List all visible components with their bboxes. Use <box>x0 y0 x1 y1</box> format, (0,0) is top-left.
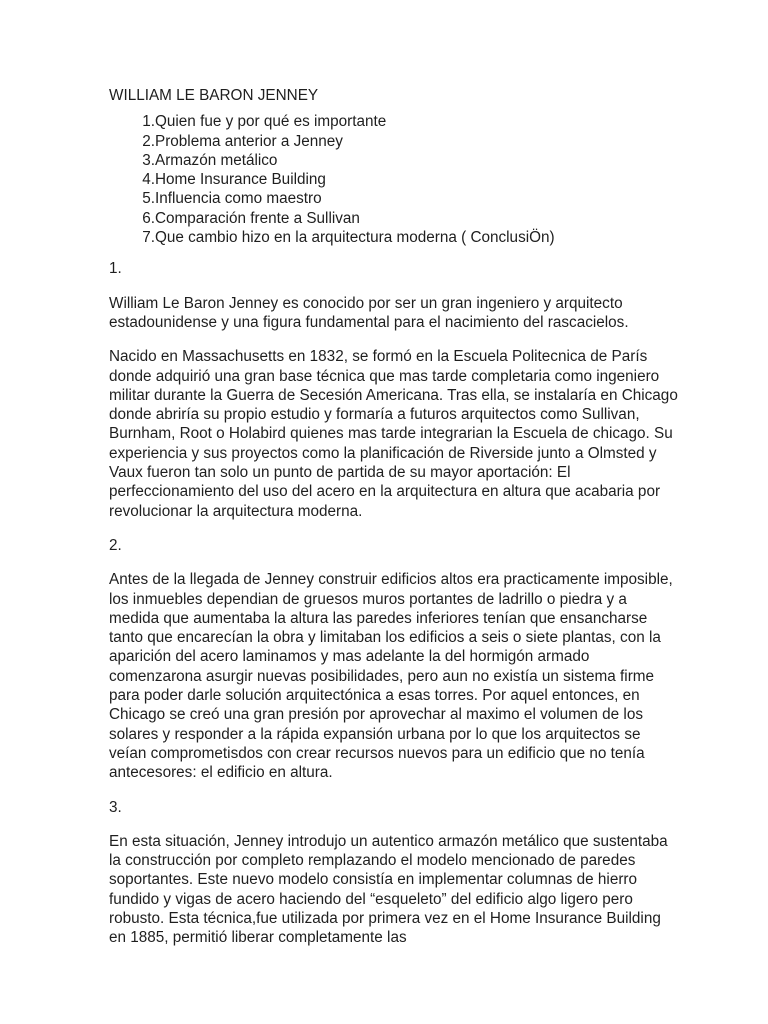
toc-item-label: Influencia como maestro <box>155 190 322 208</box>
section-3 <box>109 798 678 948</box>
toc-item-label: Comparación frente a Sullivan <box>155 209 360 227</box>
toc-item-label: Armazón metálico <box>155 151 278 169</box>
section-number: 3. <box>109 798 122 816</box>
toc-item <box>109 209 678 228</box>
toc-item-number: 3. <box>142 151 155 169</box>
section-number: 1. <box>109 260 122 278</box>
toc-item-number: 2. <box>142 132 155 150</box>
paragraph: En esta situación, Jenney introdujo un autentico armazón metálico que sustentaba la construcción por completo remplazando el modelo mencionado de paredes soportantes. Este nuevo modelo consistía en implementar columnas de hierro fundido y vigas de acero haciendo del “esqueleto” del edificio algo ligero pero robusto. Esta técnica,fue utilizada por primera vez en el Home Insurance Building en 1885, permitió liberar completamente las <box>109 832 668 947</box>
toc-item <box>109 170 678 189</box>
toc-item-number: 5. <box>142 190 155 208</box>
paragraph: Antes de la llegada de Jenney construir edificios altos era practicamente imposible, los inmuebles dependian de gruesos muros portantes de ladrillo o piedra y a medida que aumentaba la altura las paredes inferiores tenían que ensancharse tanto que encarecían la obra y limitaban los edificios a seis o siete plantas, con la aparición del acero laminamos y mas adelante la del hormigón armado comenzarona asurgir nuevas posibilidades, pero aun no existía un sistema firme para poder darle solución arquitectónica a esas torres. Por aquel entonces, en Chicago se creó una gran presión por aprovechar al maximo el volumen de los solares y responder a la rápida expansión urbana por lo que los arquitectos se veían comprometisdos con crear recursos nuevos para un edificio que no tenía antecesores: el edificio en altura. <box>109 571 673 782</box>
toc-item <box>109 112 678 131</box>
toc-item-label: Quien fue y por qué es importante <box>155 113 387 131</box>
toc-item-number: 7. <box>142 229 155 247</box>
toc-item <box>109 189 678 208</box>
toc-item-number: 4. <box>142 171 155 189</box>
toc-item-label: Que cambio hizo en la arquitectura moderna ( ConclusiÖn) <box>155 229 555 247</box>
toc-item-number: 1. <box>142 113 155 131</box>
toc-item-number: 6. <box>142 209 155 227</box>
document-title: WILLIAM LE BARON JENNEY <box>109 87 319 104</box>
toc-item-label: Problema anterior a Jenney <box>155 132 343 150</box>
toc-item-label: Home Insurance Building <box>155 171 326 189</box>
paragraph: William Le Baron Jenney es conocido por ser un gran ingeniero y arquitecto estadounidense y una figura fundamental para el nacimiento del rascacielos. <box>109 294 629 331</box>
section-1 <box>109 259 678 521</box>
toc-item <box>109 151 678 170</box>
toc-item <box>109 228 678 247</box>
toc-item <box>109 132 678 151</box>
section-number: 2. <box>109 536 122 554</box>
paragraph: Nacido en Massachusetts en 1832, se formó en la Escuela Politecnica de París donde adquirió una gran base técnica que mas tarde completaria como ingeniero militar durante la Guerra de Secesión Americana. Tras ella, se instalaría en Chicago donde abriría su propio estudio y formaría a futuros arquitectos como Sullivan, Burnham, Root o Holabird quienes mas tarde integrarian la Escuela de chicago. Su experiencia y sus proyectos como la planificación de Riverside junto a Olmsted y Vaux fueron tan solo un punto de partida de su mayor aportación: El perfeccionamiento del uso del acero en la arquitectura en altura que acabaria por revolucionar la arquitectura moderna. <box>109 348 678 520</box>
table-of-contents <box>109 112 678 247</box>
section-2 <box>109 536 678 783</box>
